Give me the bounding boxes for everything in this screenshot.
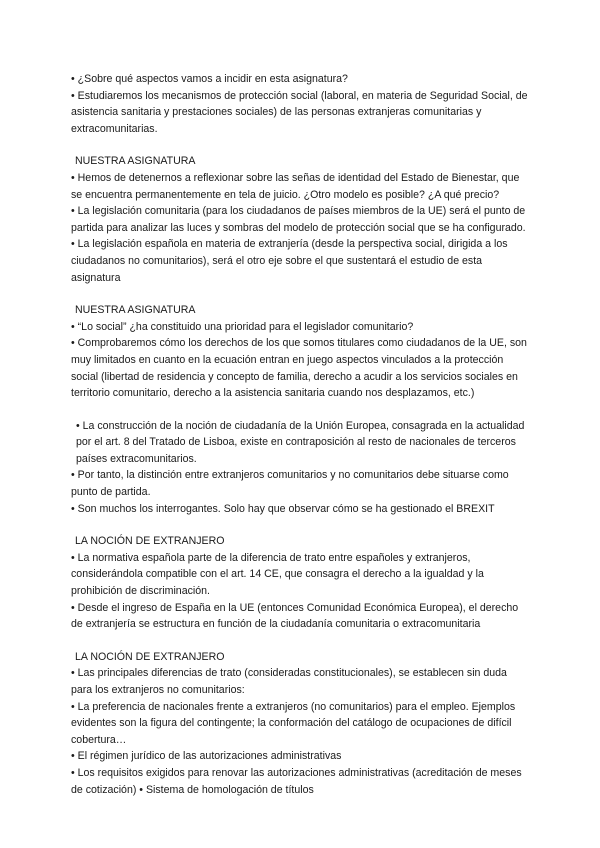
paragraph: • La legislación comunitaria (para los ciudadanos de países miembros de la UE) será el punto de partida para analizar las luces y sombras del modelo de protección social que se ha configurado. bbox=[71, 205, 526, 234]
paragraph: • Por tanto, la distinción entre extranjeros comunitarios y no comunitarios debe situarse como punto de partida. bbox=[71, 469, 509, 499]
paragraph: • ¿Sobre qué aspectos vamos a incidir en esta asignatura? bbox=[71, 73, 348, 85]
section-heading: LA NOCIÓN DE EXTRANJERO bbox=[75, 535, 225, 548]
section-intro bbox=[71, 71, 529, 137]
section-nuestra-asignatura-1 bbox=[71, 153, 529, 286]
section-heading: LA NOCIÓN DE EXTRANJERO bbox=[75, 650, 225, 663]
paragraph: • La preferencia de nacionales frente a extranjeros (no comunitarios) para el empleo. Ejemplos evidentes son la figura del contingente; la conformación del catálogo de ocupaciones de difícil cobertura… bbox=[71, 700, 516, 746]
paragraph: • El régimen jurídico de las autorizaciones administrativas bbox=[71, 750, 342, 763]
section-ciudadania bbox=[71, 418, 529, 518]
paragraph: • La construcción de la noción de ciudadanía de la Unión Europea, consagrada en la actualidad por el art. 8 del Tratado de Lisboa, existe en contraposición al resto de nacionales de terceros países extracomunitarios. bbox=[76, 419, 525, 465]
paragraph: • Estudiaremos los mecanismos de protección social (laboral, en materia de Seguridad Social, de asistencia sanitaria y prestaciones sociales) de las personas extranjeras comunitarias y extracomunitarias. bbox=[71, 89, 528, 135]
paragraph: • La legislación española en materia de extranjería (desde la perspectiva social, dirigida a los ciudadanos no comunitarios), será el otro eje sobre el que sustentará el estudio de esta asignatura bbox=[71, 238, 508, 284]
paragraph: • Hemos de detenernos a reflexionar sobre las señas de identidad del Estado de Bienestar, que se encuentra permanentemente en tela de juicio. ¿Otro modelo es posible? ¿A qué precio? bbox=[71, 171, 520, 201]
section-nocion-extranjero-2 bbox=[71, 649, 529, 798]
document-page bbox=[71, 71, 529, 798]
paragraph: • Comprobaremos cómo los derechos de los que somos titulares como ciudadanos de la UE, son muy limitados en cuanto en la ecuación entran en juego aspectos vinculados a la protección social (libertad de residencia y concepto de familia, derecho a acudir a los servicios sociales en territorio comunitario, derecho a la asistencia sanitaria cuando nos desplazamos, etc.) bbox=[71, 337, 527, 400]
section-nocion-extranjero-1 bbox=[71, 533, 529, 633]
paragraph: • Las principales diferencias de trato (consideradas constitucionales), se establecen sin duda para los extranjeros no comunitarios: bbox=[71, 667, 507, 696]
paragraph: • “Lo social” ¿ha constituido una prioridad para el legislador comunitario? bbox=[71, 320, 414, 333]
paragraph: • Son muchos los interrogantes. Solo hay que observar cómo se ha gestionado el BREXIT bbox=[71, 502, 495, 515]
paragraph: • Desde el ingreso de España en la UE (entonces Comunidad Económica Europea), el derecho de extranjería se estructura en función de la ciudadanía comunitaria o extracomunitaria bbox=[71, 601, 519, 631]
section-heading: NUESTRA ASIGNATURA bbox=[75, 304, 196, 317]
paragraph: • La normativa española parte de la diferencia de trato entre españoles y extranjeros, considerándola compatible con el art. 14 CE, que consagra el derecho a la igualdad y la prohibición de discriminación. bbox=[71, 551, 484, 598]
section-heading: NUESTRA ASIGNATURA bbox=[75, 155, 196, 168]
paragraph: • Los requisitos exigidos para renovar las autorizaciones administrativas (acreditación de meses de cotización) • Sistema de homologación de títulos bbox=[71, 766, 522, 796]
section-nuestra-asignatura-2 bbox=[71, 302, 529, 402]
